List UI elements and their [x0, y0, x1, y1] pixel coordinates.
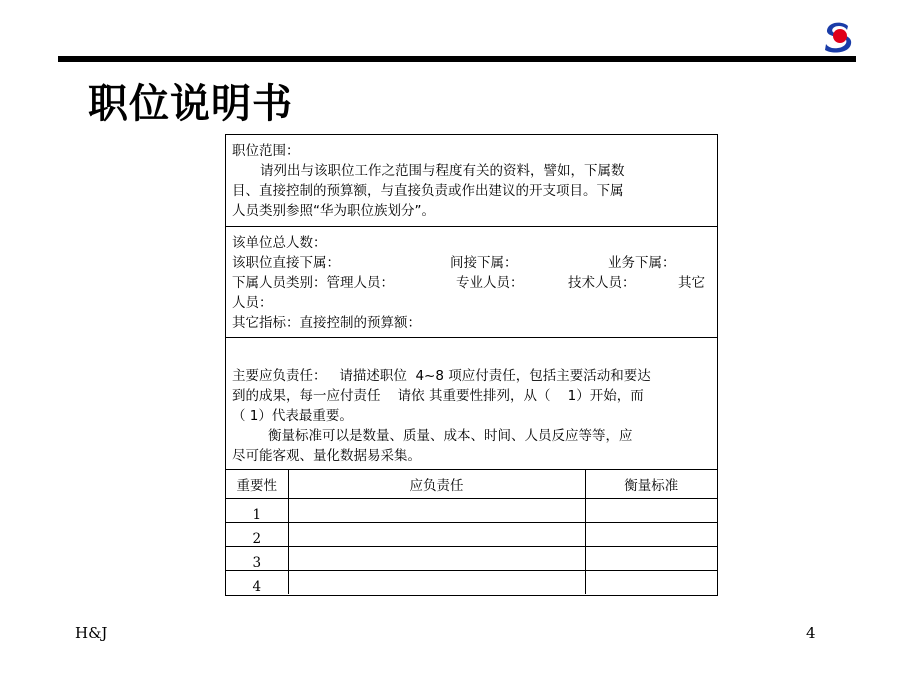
importance-header: 重要性	[226, 470, 288, 499]
company-s-logo-icon	[823, 20, 853, 54]
scope-section	[226, 135, 717, 227]
importance-cell: 3	[226, 547, 288, 571]
other-staff-continued: 人员：	[232, 295, 273, 311]
duties-line-4: 衡量标准可以是数量、质量、成本、时间、人员反应等等，应	[268, 428, 633, 444]
responsibility-cell[interactable]	[288, 499, 585, 523]
table-row	[226, 523, 717, 547]
job-description-form	[225, 134, 718, 596]
scope-line-1: 请列出与该职位工作之范围与程度有关的资料，譬如，下属数	[260, 163, 625, 179]
staff-types-line	[232, 273, 711, 293]
staff-section	[226, 227, 717, 338]
professional-staff-label: 专业人员：	[456, 275, 524, 291]
staff-types-label: 下属人员类别：管理人员：	[232, 275, 394, 291]
header-rule	[58, 56, 856, 62]
business-subordinates-label: 业务下属：	[608, 255, 676, 271]
scope-heading: 职位范围：	[232, 143, 300, 159]
duties-line-5: 尽可能客观、量化数据易采集。	[232, 448, 421, 464]
subordinates-line	[232, 253, 711, 273]
measure-cell[interactable]	[585, 571, 717, 595]
duties-line-2: 到的成果，每一应付责任 请依 其重要性排列，从（ 1）开始，而	[232, 388, 644, 404]
other-staff-label: 其它	[678, 275, 705, 291]
page-title: 职位说明书	[88, 81, 293, 127]
technical-staff-label: 技术人员：	[568, 275, 636, 291]
measure-cell[interactable]	[585, 547, 717, 571]
direct-subordinates-label: 该职位直接下属：	[232, 255, 340, 271]
measure-cell[interactable]	[585, 499, 717, 523]
measure-cell[interactable]	[585, 523, 717, 547]
scope-line-3: 人员类别参照“华为职位族划分”。	[232, 203, 435, 219]
responsibility-header: 应负责任	[288, 470, 585, 499]
measure-header: 衡量标准	[585, 470, 717, 499]
duties-line-3: （ 1）代表最重要。	[232, 408, 353, 424]
table-row	[226, 547, 717, 571]
importance-cell: 4	[226, 571, 288, 595]
table-row	[226, 499, 717, 523]
duties-table	[226, 469, 717, 594]
responsibility-cell[interactable]	[288, 523, 585, 547]
table-row	[226, 571, 717, 595]
responsibility-cell[interactable]	[288, 571, 585, 595]
page-number: 4	[806, 624, 816, 642]
other-metrics-label: 其它指标：直接控制的预算额：	[232, 315, 421, 331]
importance-cell: 2	[226, 523, 288, 547]
responsibility-cell[interactable]	[288, 547, 585, 571]
total-staff-label: 该单位总人数：	[232, 235, 327, 251]
importance-cell: 1	[226, 499, 288, 523]
duties-table-header	[226, 470, 717, 499]
scope-line-2: 目、直接控制的预算额，与直接负责或作出建议的开支项目。下属	[232, 183, 624, 199]
indirect-subordinates-label: 间接下属：	[450, 255, 518, 271]
duties-section	[226, 338, 717, 469]
footer-brand: H&J	[75, 624, 108, 642]
duties-line-1: 主要应负责任： 请描述职位 4~8 项应付责任，包括主要活动和要达	[232, 368, 651, 384]
